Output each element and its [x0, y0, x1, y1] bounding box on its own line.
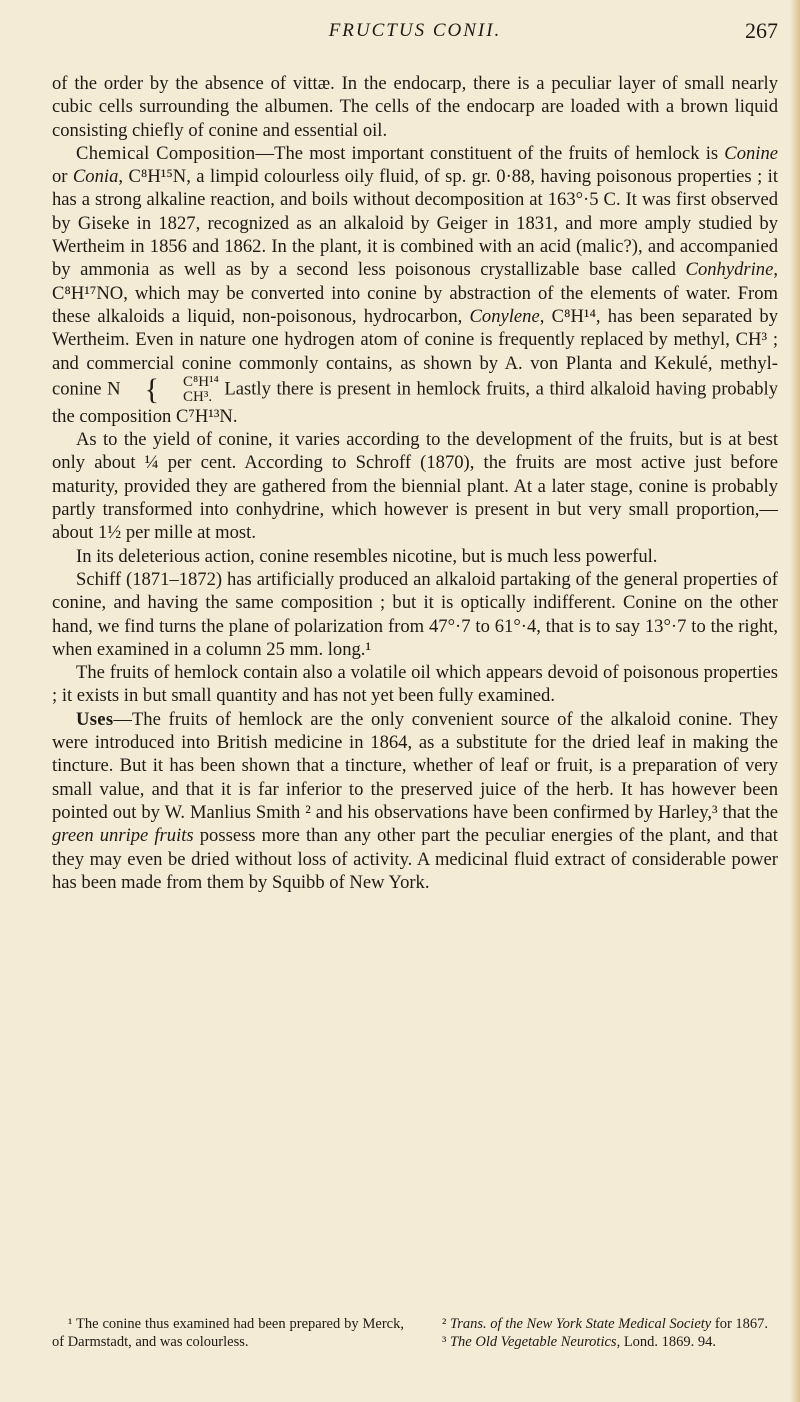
term-conylene: Conylene — [469, 305, 540, 327]
section-heading-chemical-composition: Chemical Composition — [76, 142, 256, 164]
formula-bottom: CH³. — [183, 388, 213, 405]
footnotes — [52, 1315, 778, 1351]
footnote-column-left — [52, 1315, 404, 1351]
text-run: —The fruits of hemlock are the only convenient source of the alkaloid conine. They were introduced into British medicine in 1864, as a substitute for the dried leaf in making the tincture. But it has been shown that a tincture, whether of leaf or fruit, is a preparation of very small value, and that it is far inferior to the preserved juice of the herb. It has however been pointed out by W. Manlius Smith ² and his observations have been confirmed by Harley,³ that the — [52, 708, 778, 823]
paragraph-yield: As to the yield of conine, it varies according to the development of the fruits, but is at best only about ¼ per cent. According to Schroff (1870), the fruits are most active just before maturity, provided they are gathered from the biennial plant. At a later stage, conine is probably partly transformed into conhydrine, which however is present in but very small proportion,—about 1½ per mille at most. — [52, 429, 778, 544]
text-run: Lastly there is present in hemlock fruits, a third alkaloid having probably the composition C⁷H¹³N. — [52, 378, 778, 427]
paragraph-action: In its deleterious action, conine resembles nicotine, but is much less powerful. — [76, 545, 658, 567]
text-run: ² — [442, 1316, 450, 1332]
term-green-unripe-fruits: green unripe fruits — [52, 825, 194, 847]
text-run: —The most important constituent of the fruits of hemlock is — [255, 142, 725, 164]
footnote-2 — [426, 1315, 778, 1333]
text-run: ³ — [442, 1334, 450, 1350]
section-heading-uses: Uses — [76, 708, 114, 730]
term-conhydrine: Conhydrine — [685, 259, 774, 281]
page-body — [52, 72, 778, 894]
footnote-3 — [426, 1333, 778, 1351]
text-run: , C⁸H¹⁷NO, which may be converted into conine by abstraction of the elements of water. From these alkaloids a liquid, non-poisonous, hydrocarbon, — [52, 259, 778, 327]
running-title: FRUCTUS CONII. — [328, 20, 502, 41]
text-run: , Lond. 1869. 94. — [616, 1334, 717, 1350]
text-run: possess more than any other part the peculiar energies of the plant, and that they may even be dried without loss of activity. A medicinal fluid extract of considerable power has been made from them by Squibb of New York. — [52, 825, 778, 893]
formula-top: C⁸H¹⁴ — [183, 373, 219, 390]
footnote-3-title: The Old Vegetable Neurotics — [449, 1334, 617, 1350]
paragraph-volatile-oil: The fruits of hemlock contain also a volatile oil which appears devoid of poisonous properties ; it exists in but small quantity and has not yet been fully examined. — [52, 662, 778, 707]
footnote-2-title: Trans. of the New York State Medical Society — [449, 1316, 712, 1332]
text-run: , C⁸H¹⁵N, a limpid colourless oily fluid, of sp. gr. 0·88, having poisonous properties ; it has a strong alkaline reaction, and boils without decomposition at 163°·5 C. It was first observed by Giseke in 1827, recognized as an alkaloid by Geiger in 1831, and more amply studied by Wertheim in 1856 and 1862. In the plant, it is combined with an acid (malic?), and accompanied by ammonia as well as by a second less poisonous crystallizable base called — [52, 166, 778, 281]
methyl-conine-formula: { C⁸H¹⁴ CH³. — [144, 372, 219, 406]
term-conine: Conine — [724, 142, 779, 164]
page-number: 267 — [745, 18, 778, 43]
paragraph-chemical-composition — [52, 142, 778, 428]
paragraph-uses — [52, 708, 778, 894]
text-run: , C⁸H¹⁴, has been separated by Wertheim. Even in nature one hydrogen atom of conine is frequently replaced by methyl, CH³ ; and commercial conine commonly contains, as shown by A. von Planta and Kekulé, methyl-conine N — [52, 305, 779, 400]
footnote-1: ¹ The conine thus examined had been prepared by Merck, of Darmstadt, and was colourless. — [52, 1316, 404, 1350]
text-run: for 1867. — [711, 1316, 769, 1332]
paragraph-1: of the order by the absence of vittæ. In the endocarp, there is a peculiar layer of small nearly cubic cells surrounding the albumen. The cells of the endocarp are loaded with a brown liquid consisting chiefly of conine and essential oil. — [52, 73, 778, 141]
footnote-column-right — [426, 1315, 778, 1351]
paragraph-schiff: Schiff (1871–1872) has artificially produced an alkaloid partaking of the general properties of conine, and having the same composition ; but it is optically indifferent. Conine on the other hand, we find turns the plane of polarization from 47°·7 to 61°·4, that is to say 13°·7 to the right, when examined in a column 25 mm. long.¹ — [52, 568, 778, 660]
page-edge — [790, 0, 800, 1402]
text-run: or — [52, 166, 73, 188]
term-conia: Conia — [72, 166, 119, 188]
page-header — [52, 10, 778, 50]
